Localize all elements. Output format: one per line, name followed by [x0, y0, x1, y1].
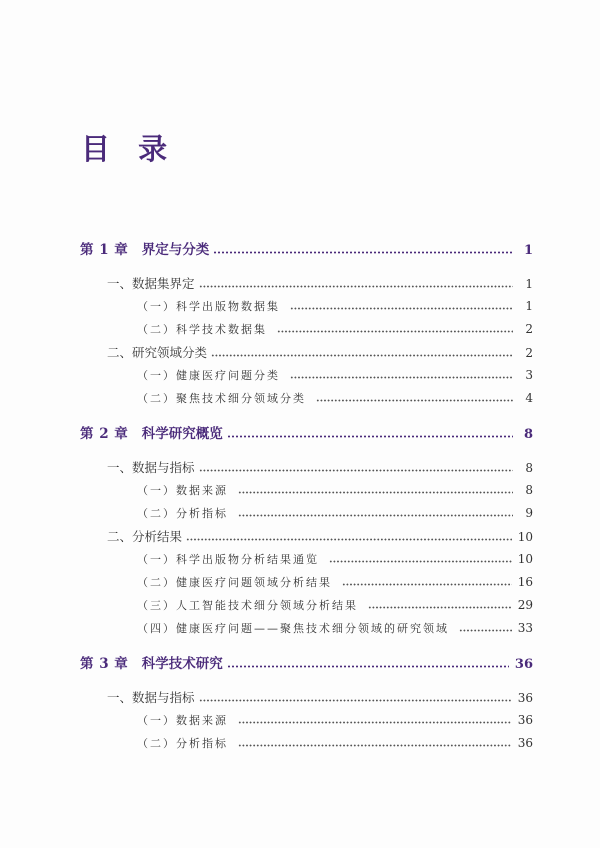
toc-section	[80, 272, 533, 295]
chapter-title: 科学研究概览	[141, 426, 223, 442]
page-number: 8	[525, 483, 533, 497]
toc-subsection	[80, 571, 533, 594]
toc-section	[80, 456, 533, 479]
toc-section	[80, 525, 533, 548]
toc-subsection	[80, 479, 533, 502]
toc-subsection	[80, 295, 533, 318]
chapter-number: 第 2 章	[80, 426, 128, 442]
page-number: 2	[525, 322, 533, 336]
toc-subsection	[80, 502, 533, 525]
page-number: 3	[525, 368, 533, 382]
dot-leader	[238, 514, 513, 517]
toc-subsection	[80, 548, 533, 571]
toc-subsection	[80, 594, 533, 617]
dot-leader	[368, 606, 512, 609]
dot-leader	[277, 330, 513, 333]
page-number: 36	[517, 713, 533, 727]
toc-chapter-1	[80, 239, 533, 262]
toc-subsection	[80, 617, 533, 640]
subsection-label: （三）人工智能技术细分领域分析结果	[137, 599, 358, 612]
dot-leader	[329, 560, 512, 563]
chapter-number: 第 1 章	[80, 242, 128, 258]
dot-leader	[199, 469, 513, 472]
page-number: 16	[517, 575, 533, 589]
subsection-label: （一）数据来源	[137, 484, 228, 497]
dot-leader	[238, 721, 512, 724]
table-of-contents	[80, 239, 533, 755]
subsection-label: （二）科学技术数据集	[137, 323, 267, 336]
chapter-title: 科学技术研究	[141, 656, 223, 672]
page-number: 10	[517, 530, 533, 544]
page-number: 9	[525, 506, 533, 520]
dot-leader	[227, 435, 513, 438]
dot-leader	[199, 285, 513, 288]
subsection-label: （二）分析指标	[137, 737, 228, 750]
dot-leader	[316, 399, 513, 402]
dot-leader	[199, 699, 512, 702]
toc-subsection	[80, 732, 533, 755]
toc-section	[80, 686, 533, 709]
toc-chapter-3	[80, 653, 533, 676]
dot-leader	[186, 538, 512, 541]
dot-leader	[342, 583, 512, 586]
subsection-label: （二）分析指标	[137, 507, 228, 520]
subsection-label: （一）科学出版物数据集	[137, 300, 280, 313]
section-label: 二、研究领域分类	[107, 345, 208, 360]
page-number: 8	[525, 461, 533, 475]
subsection-label: （二）健康医疗问题领域分析结果	[137, 576, 332, 589]
dot-leader	[459, 629, 512, 632]
dot-leader	[238, 491, 513, 494]
dot-leader	[290, 307, 513, 310]
page-number: 2	[525, 346, 533, 360]
page-number: 29	[517, 598, 533, 612]
dot-leader	[213, 251, 513, 254]
page-number: 1	[525, 299, 533, 313]
toc-subsection	[80, 387, 533, 410]
page-number: 1	[523, 243, 533, 258]
section-label: 一、数据与指标	[107, 690, 195, 705]
toc-subsection	[80, 364, 533, 387]
subsection-label: （一）科学出版物分析结果通览	[137, 553, 319, 566]
section-label: 一、数据集界定	[107, 276, 195, 291]
page-number: 10	[517, 552, 533, 566]
section-label: 二、分析结果	[107, 529, 183, 544]
dot-leader	[227, 665, 509, 668]
section-label: 一、数据与指标	[107, 460, 195, 475]
subsection-label: （四）健康医疗问题——聚焦技术细分领域的研究领域	[137, 622, 449, 635]
subsection-label: （一）数据来源	[137, 714, 228, 727]
subsection-label: （二）聚焦技术细分领域分类	[137, 392, 306, 405]
toc-subsection	[80, 709, 533, 732]
chapter-number: 第 3 章	[80, 656, 128, 672]
dot-leader	[238, 744, 512, 747]
dot-leader	[290, 376, 513, 379]
toc-chapter-2	[80, 423, 533, 446]
page-number: 8	[523, 427, 533, 442]
page-number: 36	[517, 736, 533, 750]
toc-section	[80, 341, 533, 364]
subsection-label: （一）健康医疗问题分类	[137, 369, 280, 382]
page-number: 36	[514, 657, 533, 672]
page-number: 1	[525, 277, 533, 291]
chapter-title: 界定与分类	[141, 242, 210, 258]
toc-subsection	[80, 318, 533, 341]
page-number: 36	[517, 691, 533, 705]
page-title: 目 录	[81, 132, 177, 166]
dot-leader	[211, 354, 513, 357]
page-number: 4	[525, 391, 533, 405]
page-number: 33	[517, 621, 533, 635]
